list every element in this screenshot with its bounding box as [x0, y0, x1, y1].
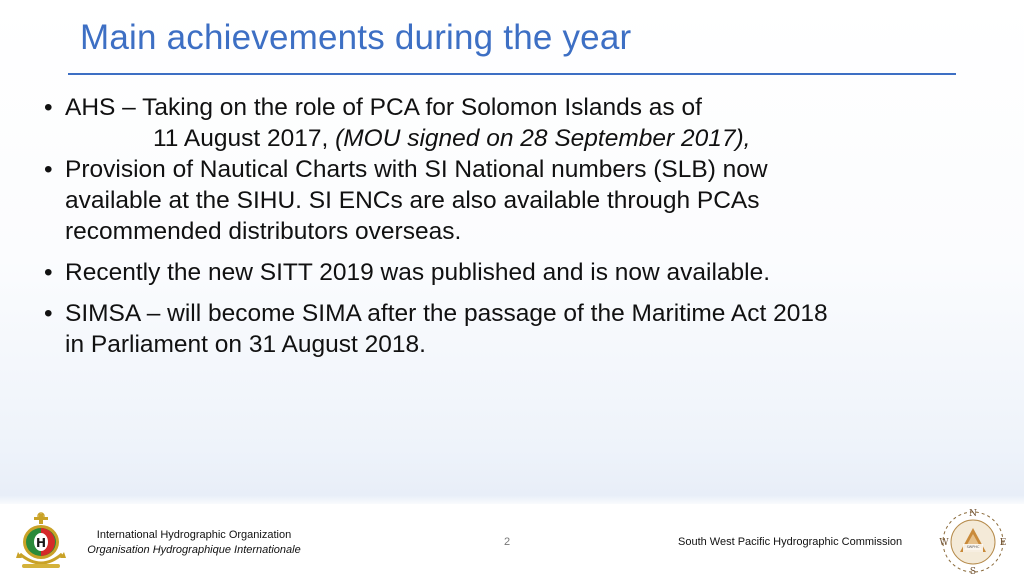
bullet-text: available at the SIHU. SI ENCs are also available through PCAs [65, 187, 760, 214]
bullet-item-nautical-charts [44, 154, 1004, 247]
iho-name-english: International Hydrographic Organization [96, 529, 292, 541]
page-number: 2 [504, 536, 511, 548]
swphc-compass-icon [930, 504, 1016, 576]
bullet-item-sitt [44, 257, 1004, 288]
bullet-text: AHS – Taking on the role of PCA for Solomon Islands as of [65, 94, 702, 121]
bullet-text-date: 11 August 2017, [153, 125, 336, 152]
iho-organization-name [78, 528, 310, 558]
bullet-list [44, 92, 1004, 370]
bullet-text: Provision of Nautical Charts with SI National numbers (SLB) now [65, 156, 768, 183]
slide-title: Main achievements during the year [80, 18, 632, 57]
svg-text:SWPHC: SWPHC [966, 545, 980, 549]
title-divider [68, 73, 956, 75]
compass-east-label: E [999, 538, 1007, 548]
bullet-text-continued [65, 123, 1004, 154]
bullet-marker: • [44, 94, 53, 121]
compass-north-label: N [969, 509, 977, 519]
bullet-item-ahs [44, 92, 1004, 154]
iho-name-french: Organisation Hydrographique Internationale [87, 544, 301, 556]
slide-footer [0, 504, 1024, 576]
bullet-marker: • [44, 156, 53, 183]
compass-south-label: S [969, 567, 977, 576]
svg-text:H: H [35, 536, 47, 550]
bullet-text: Recently the new SITT 2019 was published and is now available. [65, 259, 771, 286]
bullet-item-simsa [44, 298, 1004, 360]
bullet-marker: • [44, 300, 53, 327]
swphc-name: South West Pacific Hydrographic Commission [678, 536, 903, 548]
bullet-text: recommended distributors overseas. [65, 218, 462, 245]
compass-west-label: W [939, 538, 949, 548]
bullet-marker: • [44, 259, 53, 286]
iho-emblem-icon [12, 510, 70, 572]
bullet-text-mou-note: (MOU signed on 28 September 2017), [335, 125, 751, 152]
bullet-text: SIMSA – will become SIMA after the passage of the Maritime Act 2018 [65, 300, 828, 327]
bullet-text: in Parliament on 31 August 2018. [65, 331, 426, 358]
